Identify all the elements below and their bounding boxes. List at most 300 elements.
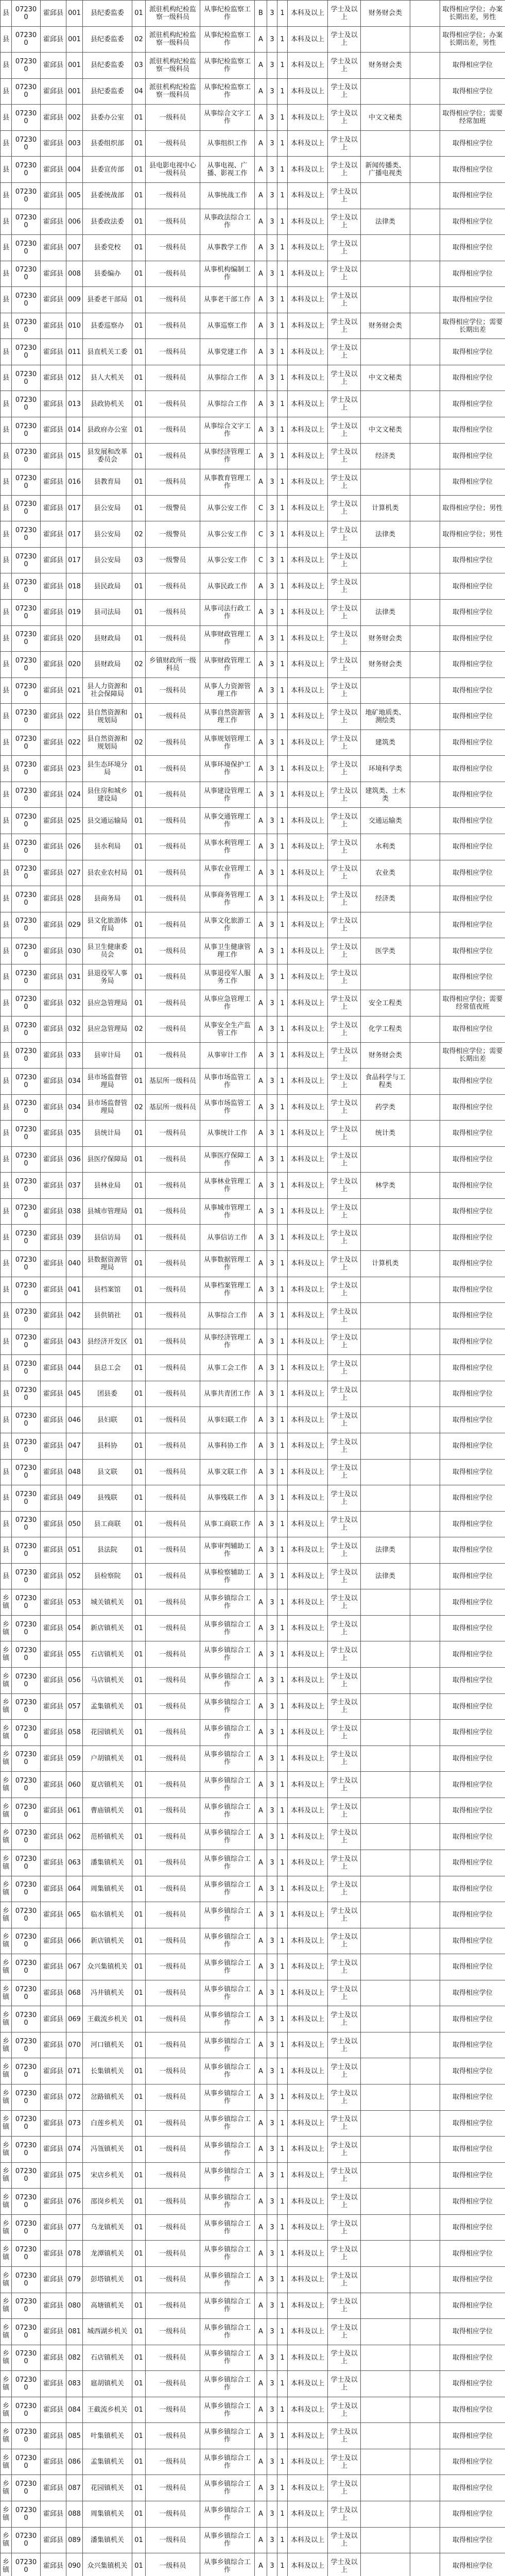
county-cell: 霍邱县 [41,547,66,573]
agency-code-cell: 059 [66,1745,83,1772]
table-row [1,2397,505,2423]
note-cell: 取得相应学位 [440,2319,505,2345]
job-code-cell: 01 [132,1511,146,1537]
region-code-cell: 072300 [12,1198,41,1225]
hire-count-cell: 1 [277,912,288,938]
region-code-cell: 072300 [12,2319,41,2345]
job-duty-cell: 从事乡镇综合工作 [200,2189,255,2215]
county-cell: 霍邱县 [41,2345,66,2371]
degree-cell: 学士及以上 [328,2449,361,2475]
education-cell: 本科及以上 [288,78,328,105]
job-code-cell: 01 [132,2137,146,2163]
region-code-cell: 072300 [12,2162,41,2189]
education-cell: 本科及以上 [288,235,328,261]
region-code-cell: 072300 [12,1042,41,1069]
agency-cell: 县委组织部 [83,130,132,157]
agency-code-cell: 016 [66,469,83,496]
agency-cell: 县信访局 [83,1225,132,1251]
job-duty-cell: 从事老干部工作 [200,287,255,313]
hire-count-cell: 1 [277,1511,288,1537]
degree-cell: 学士及以上 [328,2345,361,2371]
education-cell: 本科及以上 [288,1511,328,1537]
job-category-cell: 一级科员 [146,860,200,886]
level-cell: 乡镇 [1,1668,12,1694]
region-code-cell: 072300 [12,1772,41,1798]
table-row [1,547,505,573]
level-cell: 县 [1,912,12,938]
agency-code-cell: 068 [66,1980,83,2006]
hire-count-cell: 1 [277,2266,288,2293]
hire-count-cell: 1 [277,1485,288,1512]
degree-cell: 学士及以上 [328,2241,361,2267]
level-cell: 乡镇 [1,1876,12,1902]
major-cell [361,1980,410,2006]
degree-cell: 学士及以上 [328,209,361,235]
county-cell: 霍邱县 [41,2397,66,2423]
note-cell: 取得相应学位 [440,860,505,886]
table-row [1,105,505,131]
exam-type-cell: A [255,1641,267,1668]
ratio-cell: 3 [267,2501,277,2528]
job-category-cell: 派驻机构纪检监察一级科员 [146,26,200,53]
table-row [1,1641,505,1668]
job-category-cell: 一级科员 [146,1980,200,2006]
job-category-cell: 一级科员 [146,756,200,782]
other-cell [410,1094,440,1121]
agency-cell: 县公安局 [83,547,132,573]
degree-cell: 学士及以上 [328,2371,361,2397]
level-cell: 乡镇 [1,2371,12,2397]
region-code-cell: 072300 [12,860,41,886]
job-code-cell: 01 [132,1407,146,1433]
county-cell: 霍邱县 [41,573,66,600]
job-duty-cell: 从事退役军人服务工作 [200,964,255,990]
other-cell [410,1641,440,1668]
region-code-cell: 072300 [12,1850,41,1876]
note-cell: 取得相应学位 [440,1720,505,1746]
major-cell [361,573,410,600]
agency-code-cell: 021 [66,677,83,704]
level-cell: 乡镇 [1,2475,12,2501]
agency-code-cell: 041 [66,1277,83,1303]
agency-code-cell: 034 [66,1069,83,1095]
hire-count-cell: 1 [277,1459,288,1485]
county-cell: 霍邱县 [41,1173,66,1199]
agency-code-cell: 020 [66,652,83,678]
hire-count-cell: 1 [277,521,288,548]
region-code-cell: 072300 [12,182,41,209]
agency-cell: 县发展和改革委员会 [83,443,132,469]
agency-cell: 岔路镇机关 [83,2084,132,2111]
degree-cell: 学士及以上 [328,235,361,261]
exam-type-cell: A [255,1876,267,1902]
agency-code-cell: 001 [66,78,83,105]
table-row [1,1173,505,1199]
education-cell: 本科及以上 [288,1928,328,1954]
county-cell: 霍邱县 [41,2084,66,2111]
agency-cell: 县审计局 [83,1042,132,1069]
region-code-cell: 072300 [12,495,41,521]
ratio-cell: 3 [267,2189,277,2215]
note-cell: 取得相应学位 [440,469,505,496]
job-code-cell: 01 [132,235,146,261]
exam-type-cell: A [255,2241,267,2267]
note-cell: 取得相应学位 [440,2006,505,2032]
major-cell: 农业类 [361,860,410,886]
agency-cell: 王截流乡机关 [83,2006,132,2032]
job-code-cell: 01 [132,938,146,964]
note-cell: 取得相应学位 [440,2527,505,2553]
job-code-cell: 01 [132,2189,146,2215]
exam-type-cell: A [255,1094,267,1121]
county-cell: 霍邱县 [41,1251,66,1277]
exam-type-cell: A [255,1824,267,1850]
agency-code-cell: 013 [66,391,83,417]
note-cell: 取得相应学位 [440,1511,505,1537]
hire-count-cell: 1 [277,287,288,313]
education-cell: 本科及以上 [288,756,328,782]
table-row [1,1251,505,1277]
major-cell [361,2058,410,2084]
hire-count-cell: 1 [277,1537,288,1564]
education-cell: 本科及以上 [288,495,328,521]
region-code-cell: 072300 [12,78,41,105]
other-cell [410,391,440,417]
job-category-cell: 一级科员 [146,1355,200,1381]
table-row [1,2553,505,2576]
degree-cell: 学士及以上 [328,886,361,912]
exam-type-cell: A [255,1615,267,1641]
job-code-cell: 01 [132,808,146,834]
education-cell: 本科及以上 [288,2137,328,2163]
job-category-cell: 一级科员 [146,704,200,730]
other-cell [410,1745,440,1772]
level-cell: 县 [1,339,12,365]
job-duty-cell: 从事巡察工作 [200,313,255,339]
note-cell: 取得相应学位；男性 [440,495,505,521]
education-cell: 本科及以上 [288,26,328,53]
ratio-cell: 3 [267,2553,277,2576]
exam-type-cell: A [255,2137,267,2163]
degree-cell: 学士及以上 [328,2137,361,2163]
agency-cell: 县档案馆 [83,1277,132,1303]
note-cell: 取得相应学位 [440,391,505,417]
table-row [1,990,505,1016]
region-code-cell: 072300 [12,2449,41,2475]
other-cell [410,1198,440,1225]
job-code-cell: 01 [132,704,146,730]
level-cell: 县 [1,443,12,469]
job-code-cell: 01 [132,2319,146,2345]
county-cell: 霍邱县 [41,2137,66,2163]
other-cell [410,964,440,990]
major-cell [361,2241,410,2267]
exam-type-cell: A [255,339,267,365]
job-duty-cell: 从事安全生产监管工作 [200,1016,255,1042]
note-cell: 取得相应学位 [440,2293,505,2319]
county-cell: 霍邱县 [41,130,66,157]
ratio-cell: 3 [267,1121,277,1147]
ratio-cell: 3 [267,1745,277,1772]
level-cell: 县 [1,1563,12,1589]
job-duty-cell: 从事组织工作 [200,130,255,157]
education-cell: 本科及以上 [288,1798,328,1824]
major-cell [361,261,410,287]
education-cell: 本科及以上 [288,1329,328,1355]
major-cell [361,2162,410,2189]
education-cell: 本科及以上 [288,53,328,79]
county-cell: 霍邱县 [41,1641,66,1668]
degree-cell: 学士及以上 [328,912,361,938]
region-code-cell: 072300 [12,1277,41,1303]
job-duty-cell: 从事乡镇综合工作 [200,2110,255,2137]
note-cell: 取得相应学位 [440,1381,505,1407]
major-cell: 环境科学类 [361,756,410,782]
ratio-cell: 3 [267,1303,277,1329]
county-cell: 霍邱县 [41,782,66,808]
level-cell: 县 [1,1094,12,1121]
note-cell: 取得相应学位 [440,1798,505,1824]
hire-count-cell: 1 [277,182,288,209]
region-code-cell: 072300 [12,704,41,730]
table-row [1,1876,505,1902]
other-cell [410,1381,440,1407]
table-row [1,1459,505,1485]
table-row [1,886,505,912]
county-cell: 霍邱县 [41,2241,66,2267]
education-cell: 本科及以上 [288,209,328,235]
job-code-cell: 01 [132,964,146,990]
job-code-cell: 01 [132,2449,146,2475]
note-cell: 取得相应学位 [440,2371,505,2397]
education-cell: 本科及以上 [288,1668,328,1694]
agency-code-cell: 042 [66,1303,83,1329]
hire-count-cell: 1 [277,2214,288,2241]
other-cell [410,677,440,704]
level-cell: 乡镇 [1,2553,12,2576]
county-cell: 霍邱县 [41,1,66,27]
job-code-cell: 01 [132,1980,146,2006]
hire-count-cell: 1 [277,1042,288,1069]
agency-cell: 县数据资源管理局 [83,1251,132,1277]
county-cell: 霍邱县 [41,1876,66,1902]
job-duty-cell: 从事经济管理工作 [200,443,255,469]
education-cell: 本科及以上 [288,1225,328,1251]
degree-cell: 学士及以上 [328,1693,361,1720]
agency-cell: 县政府办公室 [83,417,132,444]
other-cell [410,2319,440,2345]
job-code-cell: 01 [132,573,146,600]
ratio-cell: 3 [267,469,277,496]
agency-code-cell: 071 [66,2058,83,2084]
ratio-cell: 3 [267,1668,277,1694]
degree-cell: 学士及以上 [328,2214,361,2241]
level-cell: 县 [1,1381,12,1407]
hire-count-cell: 1 [277,1824,288,1850]
major-cell [361,287,410,313]
agency-code-cell: 056 [66,1668,83,1694]
level-cell: 县 [1,287,12,313]
exam-type-cell: A [255,2371,267,2397]
major-cell: 法律类 [361,1563,410,1589]
job-duty-cell: 从事电视、广播、影视工作 [200,157,255,183]
degree-cell: 学士及以上 [328,2266,361,2293]
education-cell: 本科及以上 [288,1407,328,1433]
job-code-cell: 01 [132,1850,146,1876]
agency-code-cell: 051 [66,1537,83,1564]
job-code-cell: 01 [132,1589,146,1616]
note-cell: 取得相应学位 [440,235,505,261]
other-cell [410,1720,440,1746]
job-category-cell: 一级科员 [146,2006,200,2032]
agency-code-cell: 019 [66,599,83,625]
agency-code-cell: 047 [66,1433,83,1459]
level-cell: 县 [1,391,12,417]
level-cell: 乡镇 [1,2319,12,2345]
job-duty-cell: 从事乡镇综合工作 [200,2266,255,2293]
note-cell: 取得相应学位 [440,2475,505,2501]
agency-cell: 县检察院 [83,1563,132,1589]
table-row [1,1589,505,1616]
education-cell: 本科及以上 [288,1954,328,1980]
table-row [1,2214,505,2241]
degree-cell: 学士及以上 [328,808,361,834]
ratio-cell: 3 [267,313,277,339]
note-cell: 取得相应学位；男性 [440,521,505,548]
job-code-cell: 01 [132,1693,146,1720]
level-cell: 乡镇 [1,1980,12,2006]
agency-code-cell: 054 [66,1615,83,1641]
note-cell: 取得相应学位 [440,1537,505,1564]
major-cell [361,1381,410,1407]
level-cell: 县 [1,1537,12,1564]
ratio-cell: 3 [267,808,277,834]
job-category-cell: 一级科员 [146,2162,200,2189]
job-category-cell: 一级科员 [146,677,200,704]
agency-cell: 县人大机关 [83,365,132,391]
note-cell: 取得相应学位 [440,938,505,964]
agency-code-cell: 033 [66,1042,83,1069]
other-cell [410,2137,440,2163]
education-cell: 本科及以上 [288,1615,328,1641]
note-cell: 取得相应学位 [440,2058,505,2084]
level-cell: 乡镇 [1,2032,12,2058]
hire-count-cell: 1 [277,756,288,782]
degree-cell: 学士及以上 [328,391,361,417]
other-cell [410,652,440,678]
hire-count-cell: 1 [277,2137,288,2163]
major-cell [361,1798,410,1824]
agency-code-cell: 039 [66,1225,83,1251]
table-row [1,2032,505,2058]
degree-cell: 学士及以上 [328,1772,361,1798]
hire-count-cell: 1 [277,1954,288,1980]
other-cell [410,704,440,730]
ratio-cell: 3 [267,417,277,444]
level-cell: 县 [1,1485,12,1512]
agency-cell: 县教育局 [83,469,132,496]
county-cell: 霍邱县 [41,1798,66,1824]
ratio-cell: 3 [267,547,277,573]
county-cell: 霍邱县 [41,1355,66,1381]
other-cell [410,1980,440,2006]
job-duty-cell: 从事市场监管工作 [200,1069,255,1095]
level-cell: 县 [1,677,12,704]
exam-type-cell: A [255,1511,267,1537]
degree-cell: 学士及以上 [328,1433,361,1459]
job-category-cell: 派驻机构纪检监察一级科员 [146,1,200,27]
job-duty-cell: 从事审判辅助工作 [200,1537,255,1564]
agency-code-cell: 027 [66,860,83,886]
education-cell: 本科及以上 [288,990,328,1016]
county-cell: 霍邱县 [41,2058,66,2084]
exam-type-cell: A [255,2189,267,2215]
hire-count-cell: 1 [277,2006,288,2032]
other-cell [410,2345,440,2371]
job-duty-cell: 从事机构编制工作 [200,261,255,287]
note-cell: 取得相应学位 [440,2501,505,2528]
hire-count-cell: 1 [277,1876,288,1902]
job-duty-cell: 从事党建工作 [200,339,255,365]
region-code-cell: 072300 [12,521,41,548]
level-cell: 县 [1,1016,12,1042]
degree-cell: 学士及以上 [328,2397,361,2423]
ratio-cell: 3 [267,1355,277,1381]
other-cell [410,130,440,157]
major-cell [361,1146,410,1173]
job-code-cell: 01 [132,1329,146,1355]
job-duty-cell: 从事统计工作 [200,1121,255,1147]
job-duty-cell: 从事乡镇综合工作 [200,2084,255,2111]
note-cell: 取得相应学位 [440,1485,505,1512]
county-cell: 霍邱县 [41,1094,66,1121]
note-cell: 取得相应学位 [440,1459,505,1485]
major-cell [361,2371,410,2397]
ratio-cell: 3 [267,782,277,808]
exam-type-cell: A [255,26,267,53]
degree-cell: 学士及以上 [328,182,361,209]
agency-code-cell: 025 [66,808,83,834]
level-cell: 乡镇 [1,1745,12,1772]
county-cell: 霍邱县 [41,1069,66,1095]
agency-code-cell: 065 [66,1902,83,1928]
hire-count-cell: 1 [277,1303,288,1329]
region-code-cell: 072300 [12,599,41,625]
hire-count-cell: 1 [277,2058,288,2084]
agency-cell: 县委政法委 [83,209,132,235]
agency-code-cell: 003 [66,130,83,157]
ratio-cell: 3 [267,1,277,27]
level-cell: 乡镇 [1,2162,12,2189]
agency-cell: 县委老干部局 [83,287,132,313]
job-category-cell: 一级科员 [146,182,200,209]
agency-cell: 河口镇机关 [83,2032,132,2058]
hire-count-cell: 1 [277,782,288,808]
level-cell: 县 [1,1173,12,1199]
agency-cell: 县市场监督管理局 [83,1094,132,1121]
job-category-cell: 一级科员 [146,2032,200,2058]
county-cell: 霍邱县 [41,2162,66,2189]
agency-cell: 县科协 [83,1433,132,1459]
job-code-cell: 01 [132,1303,146,1329]
county-cell: 霍邱县 [41,1121,66,1147]
table-row [1,417,505,444]
agency-code-cell: 081 [66,2319,83,2345]
hire-count-cell: 1 [277,365,288,391]
job-duty-cell: 从事文联工作 [200,1459,255,1485]
job-code-cell: 01 [132,834,146,860]
exam-type-cell: A [255,2006,267,2032]
